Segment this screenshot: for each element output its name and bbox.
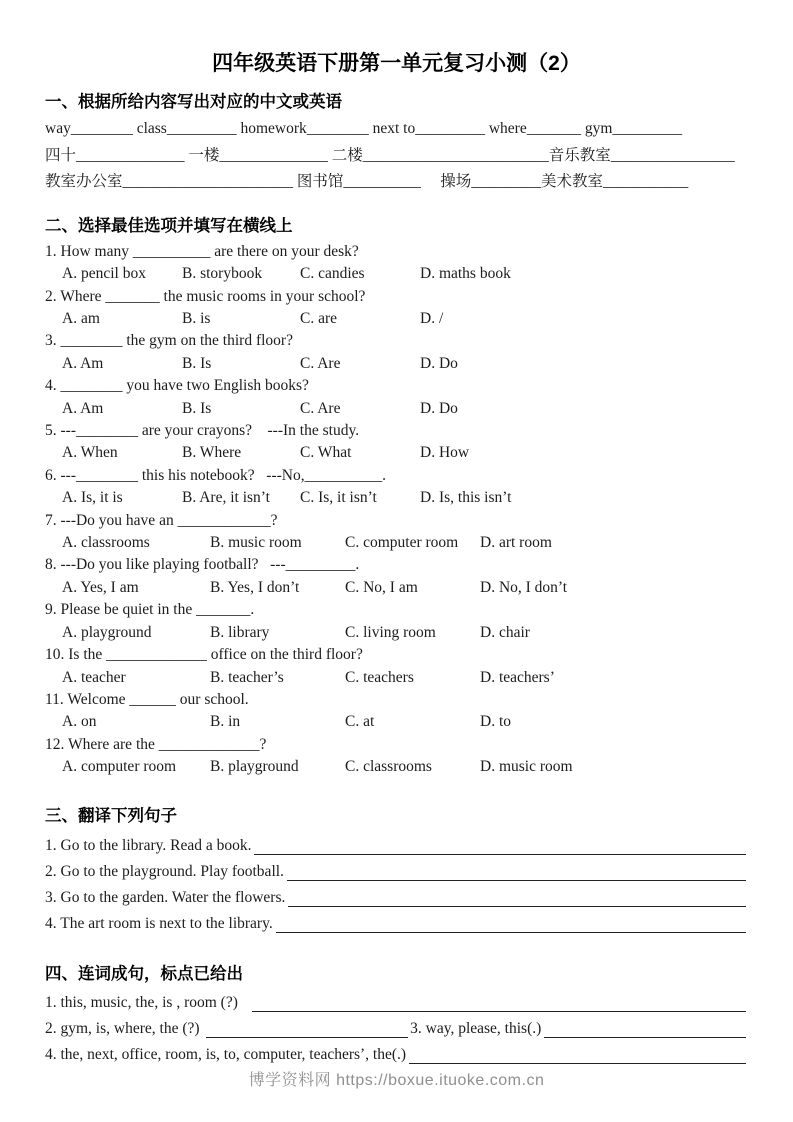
option-c: C. at	[345, 713, 375, 731]
question-text-7: 7. ---Do you have an ____________?	[45, 511, 278, 529]
options-row-8	[45, 577, 748, 599]
question-text-3: 3. ________ the gym on the third floor?	[45, 332, 293, 350]
option-d: D. teachers’	[480, 668, 555, 686]
vocab-line-2: 四十______________ 一楼______________ 二楼________________________音乐教室________________	[45, 146, 735, 164]
option-c: C. computer room	[345, 534, 459, 552]
translate-item-1	[45, 833, 748, 859]
option-a: A. Am	[62, 399, 104, 417]
option-d: D. to	[480, 713, 511, 731]
translation-list	[45, 833, 748, 937]
options-row-5	[45, 442, 748, 464]
rearrange-item-2-3	[45, 1016, 748, 1042]
option-a: A. teacher	[62, 668, 126, 686]
translate-sentence: 3. Go to the garden. Water the flowers.	[45, 888, 286, 906]
answer-blank-line	[288, 906, 746, 907]
option-b: B. playground	[210, 758, 299, 776]
options-row-2	[45, 308, 748, 330]
translate-sentence: 1. Go to the library. Read a book.	[45, 836, 252, 854]
answer-blank-line	[252, 1011, 746, 1012]
translate-sentence: 2. Go to the playground. Play football.	[45, 862, 284, 880]
option-d: D. maths book	[420, 265, 511, 283]
option-d: D. music room	[480, 758, 573, 776]
option-b: B. Is	[182, 399, 212, 417]
options-row-12	[45, 756, 748, 778]
translate-item-4	[45, 911, 748, 937]
option-c: C. are	[300, 310, 338, 327]
question-text-1: 1. How many __________ are there on your desk?	[45, 242, 359, 260]
options-row-3	[45, 353, 748, 375]
option-d: D. How	[420, 444, 470, 462]
options-row-9	[45, 622, 748, 644]
options-row-11	[45, 711, 748, 733]
options-row-10	[45, 667, 748, 689]
option-d: D. art room	[480, 534, 552, 552]
question-text-8: 8. ---Do you like playing football? ---_________.	[45, 556, 360, 574]
question-text-9: 9. Please be quiet in the _______.	[45, 601, 255, 619]
option-a: A. playground	[62, 623, 152, 641]
option-b: B. teacher’s	[210, 668, 284, 686]
answer-blank-line	[287, 880, 746, 881]
option-a: A. Is, it is	[62, 489, 123, 507]
option-a: A. pencil box	[62, 265, 146, 283]
section-3-heading: 三、翻译下列句子	[45, 806, 177, 825]
question-text-12: 12. Where are the _____________?	[45, 735, 267, 753]
option-b: B. library	[210, 623, 270, 641]
option-d: D. /	[420, 310, 444, 327]
option-b: B. is	[182, 310, 211, 327]
option-a: A. on	[62, 713, 97, 731]
section-4-heading: 四、连词成句，标点已给出	[45, 964, 243, 983]
answer-blank-line	[276, 932, 746, 933]
options-row-7	[45, 532, 748, 554]
answer-blank-line	[409, 1063, 746, 1064]
option-a: A. Am	[62, 354, 104, 372]
vocab-line-1: way________ class_________ homework________ next to_________ where_______ gym_________	[45, 120, 683, 137]
option-d: D. Is, this isn’t	[420, 489, 512, 507]
translate-item-2	[45, 859, 748, 885]
question-text-2: 2. Where _______ the music rooms in your school?	[45, 287, 366, 305]
option-d: D. chair	[480, 623, 530, 641]
option-d: D. Do	[420, 399, 458, 417]
rearrange-words: 4. the, next, office, room, is, to, computer, teachers’, the(.)	[45, 1045, 407, 1063]
option-c: C. classrooms	[345, 758, 432, 776]
option-b: B. Is	[182, 354, 212, 372]
option-c: C. Are	[300, 399, 341, 417]
option-a: A. Yes, I am	[62, 578, 139, 596]
option-a: A. computer room	[62, 758, 177, 776]
option-c: C. Are	[300, 354, 341, 372]
footer-text: 博学资料网 https://boxue.ituoke.com.cn	[248, 1072, 545, 1089]
option-d: D. No, I don’t	[480, 578, 568, 596]
option-c: C. candies	[300, 265, 365, 283]
option-b: B. storybook	[182, 265, 263, 283]
option-b: B. Where	[182, 444, 242, 462]
options-row-6	[45, 487, 748, 509]
option-a: A. am	[62, 310, 100, 327]
option-c: C. No, I am	[345, 578, 418, 596]
rearrange-words: 2. gym, is, where, the (?)	[45, 1019, 204, 1037]
rearrange-list	[45, 990, 748, 1068]
option-a: A. classrooms	[62, 534, 150, 552]
rearrange-item-4	[45, 1042, 748, 1068]
options-row-1	[45, 263, 748, 285]
options-row-4	[45, 398, 748, 420]
option-c: C. What	[300, 444, 352, 462]
option-b: B. in	[210, 713, 241, 731]
multiple-choice-list	[45, 241, 748, 779]
translate-sentence: 4. The art room is next to the library.	[45, 914, 273, 932]
answer-blank-line	[254, 854, 746, 855]
rearrange-words: 1. this, music, the, is , room (?)	[45, 993, 238, 1011]
option-b: B. music room	[210, 534, 302, 552]
section-2-heading: 二、选择最佳选项并填写在横线上	[45, 216, 293, 235]
question-text-11: 11. Welcome ______ our school.	[45, 690, 249, 708]
translate-item-3	[45, 885, 748, 911]
section-1-heading: 一、根据所给内容写出对应的中文或英语	[45, 93, 342, 111]
question-text-5: 5. ---________ are your crayons? ---In the study.	[45, 422, 360, 440]
page-title: 四年级英语下册第一单元复习小测（2）	[212, 52, 581, 75]
option-c: C. living room	[345, 623, 436, 641]
answer-blank-line	[544, 1037, 746, 1038]
answer-blank-line	[206, 1037, 408, 1038]
option-c: C. Is, it isn’t	[300, 489, 377, 507]
rearrange-words: 3. way, please, this(.)	[410, 1019, 542, 1037]
vocab-line-3: 教室办公室______________________ 图书馆__________ 操场_________美术教室___________	[45, 173, 689, 191]
question-text-4: 4. ________ you have two English books?	[45, 377, 309, 395]
option-c: C. teachers	[345, 668, 414, 686]
option-b: B. Are, it isn’t	[182, 489, 270, 507]
option-b: B. Yes, I don’t	[210, 578, 300, 596]
question-text-6: 6. ---________ this his notebook? ---No,__________.	[45, 466, 386, 484]
question-text-10: 10. Is the _____________ office on the third floor?	[45, 646, 363, 664]
option-a: A. When	[62, 444, 118, 462]
option-d: D. Do	[420, 354, 458, 372]
rearrange-item-1	[45, 990, 748, 1016]
